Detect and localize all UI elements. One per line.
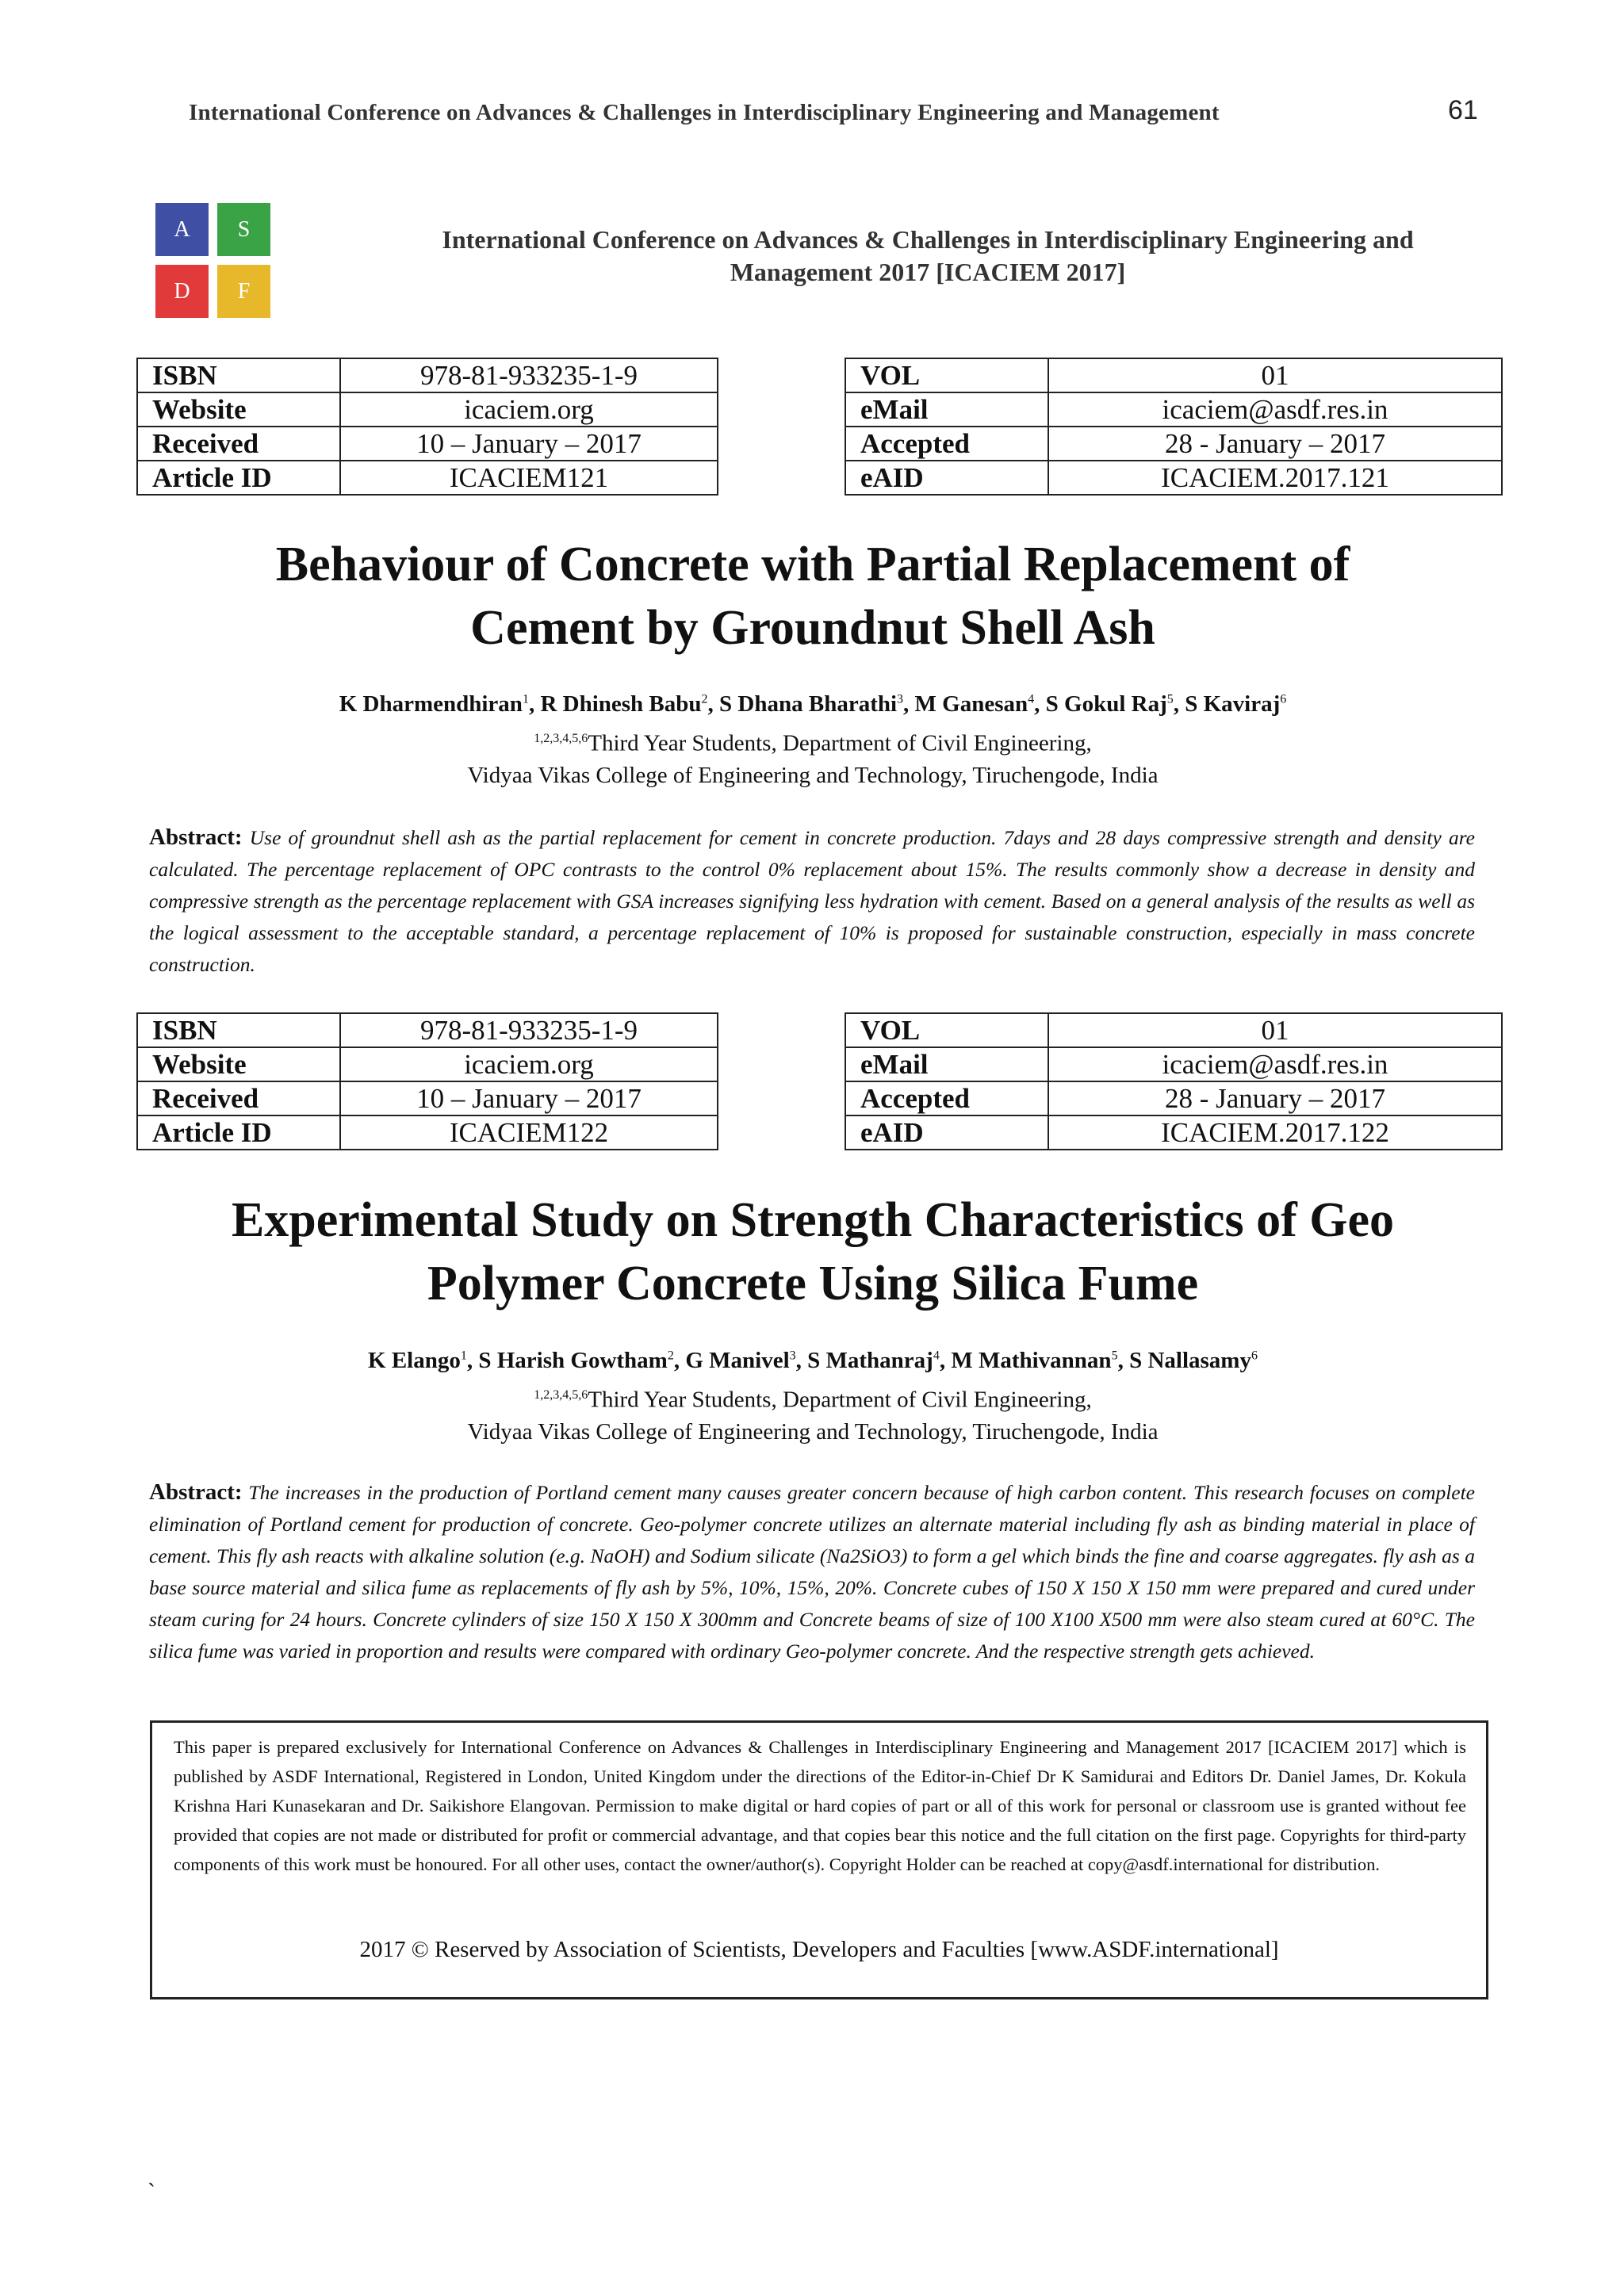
author-name: R Dhinesh Babu (540, 691, 702, 717)
asdf-logo (155, 203, 273, 320)
author-sep: , (1117, 1348, 1130, 1373)
author-sup: 6 (1251, 1349, 1258, 1363)
meta-value: ICACIEM121 (340, 461, 718, 495)
meta-label: ISBN (137, 358, 340, 392)
abstract-text: The increases in the production of Portland cement many causes greater concern because of high carbon content. This research focuses on complete elimination of Portland cement for production of concrete. Geo-polymer concrete utilizes an alternate material including fly ash as binding material in place of cement. This fly ash reacts with alkaline solution (e.g. NaOH) and Sodium silicate (Na2SiO3) to form a gel which binds the fine and coarse aggregates. fly ash as a base source material and silica fume as replacements of fly ash by 5%, 10%, 15%, 20%. Concrete cubes of 150 X 150 X 150 mm were prepared and cured under steam curing for 24 hours. Concrete cylinders of size 150 X 150 X 300mm and Concrete beams of size of 100 X100 X500 mm were also steam cured at 60°C. The silica fume was varied in proportion and results were compared with ordinary Geo-polymer concrete. And the respective strength gets achieved. (149, 1481, 1475, 1663)
author-sup: 3 (897, 692, 904, 706)
meta-label: Received (137, 427, 340, 461)
meta-value: icaciem@asdf.res.in (1048, 392, 1502, 427)
author-sup: 5 (1166, 692, 1174, 706)
copyright-line: 2017 © Reserved by Association of Scientists, Developers and Faculties [www.ASDF.international] (359, 1937, 1279, 1962)
meta-value: 10 – January – 2017 (340, 427, 718, 461)
author-sup: 3 (789, 1349, 796, 1363)
meta-label: eMail (845, 392, 1048, 427)
author-name: G Manivel (685, 1348, 790, 1373)
author-name: K Dharmendhiran (339, 691, 523, 717)
author-sep: , (707, 691, 720, 717)
meta-value: icaciem@asdf.res.in (1048, 1047, 1502, 1081)
author-sep: , (673, 1348, 686, 1373)
logo-tile-a: A (155, 203, 209, 256)
meta-label: Website (137, 392, 340, 427)
author-sep: , (528, 691, 541, 717)
author-sup: 6 (1280, 692, 1287, 706)
paper2-title-line-2: Polymer Concrete Using Silica Fume (427, 1257, 1199, 1311)
author-name: S Mathanraj (807, 1348, 933, 1373)
paper1-title-line-2: Cement by Groundnut Shell Ash (470, 601, 1155, 655)
affil-line-2: Vidyaa Vikas College of Engineering and Technology, Tiruchengode, India (467, 1418, 1159, 1445)
meta-label: Received (137, 1081, 340, 1115)
author-sup: 4 (1028, 692, 1035, 706)
author-sep: , (939, 1348, 952, 1373)
author-sup: 1 (522, 692, 529, 706)
author-name: S Harish Gowtham (478, 1348, 668, 1373)
meta-label: ISBN (137, 1013, 340, 1047)
affil-sup: 1,2,3,4,5,6 (534, 732, 588, 745)
author-name: S Gokul Raj (1045, 691, 1167, 717)
affil-line-2: Vidyaa Vikas College of Engineering and Technology, Tiruchengode, India (467, 762, 1159, 788)
author-name: M Ganesan (914, 691, 1028, 717)
meta-label: Article ID (137, 461, 340, 495)
meta-value: icaciem.org (340, 1047, 718, 1081)
abstract-text: Use of groundnut shell ash as the partial replacement for cement in concrete production. 7days and 28 days compressive strength and density are calculated. The percentage replacement of OPC contrasts to the control 0% replacement about 15%. The results commonly show a decrease in density and compressive strength as the percentage replacement with GSA increases signifying less hydration with cement. Based on a general analysis of the results as well as the logical assessment to the acceptable standard, a percentage replacement of 10% is proposed for sustainable construction, especially in mass concrete construction. (149, 826, 1475, 976)
meta-value: 978-81-933235-1-9 (340, 358, 718, 392)
meta-label: eAID (845, 1115, 1048, 1150)
affil-line-1: Third Year Students, Department of Civil Engineering, (588, 1387, 1092, 1413)
author-name: K Elango (368, 1348, 461, 1373)
author-sep: , (903, 691, 915, 717)
author-name: S Kaviraj (1185, 691, 1281, 717)
meta-value: 01 (1048, 358, 1502, 392)
meta-value: ICACIEM.2017.122 (1048, 1115, 1502, 1150)
paper2-meta-left (136, 1012, 718, 1150)
author-sup: 4 (933, 1349, 940, 1363)
meta-label: Website (137, 1047, 340, 1081)
page-number: 61 (1448, 95, 1478, 125)
author-sep: , (1034, 691, 1046, 717)
author-name: S Dhana Bharathi (719, 691, 898, 717)
meta-label: Accepted (845, 1081, 1048, 1115)
meta-value: 28 - January – 2017 (1048, 1081, 1502, 1115)
paper1-authors (119, 691, 1507, 718)
meta-label: VOL (845, 358, 1048, 392)
paper2-authors (119, 1348, 1507, 1374)
conference-header (381, 224, 1475, 289)
meta-value: 28 - January – 2017 (1048, 427, 1502, 461)
author-sup: 5 (1111, 1349, 1118, 1363)
paper1-title-line-1: Behaviour of Concrete with Partial Replacement of (275, 538, 1350, 591)
meta-label: eMail (845, 1047, 1048, 1081)
notice-text: This paper is prepared exclusively for International Conference on Advances & Challenges in Interdisciplinary Engineering and Management 2017 [ICACIEM 2017] which is published by ASDF International, Registered in London, United Kingdom under the directions of the Editor-in-Chief Dr K Samidurai and Editors Dr. Daniel James, Dr. Kokula Krishna Hari Kunasekaran and Dr. Saikishore Elangovan. Permission to make digital or hard copies of part or all of this work for personal or classroom use is granted without fee provided that copies are not made or distributed for profit or commercial advantage, and that copies bear this notice and the full citation on the first page. Copyrights for third-party components of this work must be honoured. For all other uses, contact the owner/author(s). Copyright Holder can be reached at copy@asdf.international for distribution. (174, 1737, 1466, 1874)
author-sup: 2 (701, 692, 708, 706)
author-sep: , (1173, 691, 1185, 717)
abstract-label: Abstract: (149, 1479, 243, 1505)
author-sup: 1 (460, 1349, 467, 1363)
paper1-abstract (149, 821, 1475, 981)
meta-value: 01 (1048, 1013, 1502, 1047)
paper2-meta-right (845, 1012, 1503, 1150)
author-name: S Nallasamy (1129, 1348, 1251, 1373)
paper2-title-line-1: Experimental Study on Strength Characteristics of Geo (231, 1193, 1395, 1247)
meta-value: ICACIEM122 (340, 1115, 718, 1150)
paper2-abstract (149, 1476, 1475, 1667)
conference-line-2: Management 2017 [ICACIEM 2017] (730, 258, 1126, 286)
meta-label: Article ID (137, 1115, 340, 1150)
author-sep: , (466, 1348, 479, 1373)
conference-line-1: International Conference on Advances & Challenges in Interdisciplinary Engineering and (442, 225, 1414, 254)
author-sup: 2 (667, 1349, 674, 1363)
meta-label: eAID (845, 461, 1048, 495)
paper1-meta-left (136, 358, 718, 496)
paper2-title (119, 1188, 1507, 1315)
author-sep: , (795, 1348, 808, 1373)
copyright-notice-box (150, 1720, 1488, 1999)
author-name: M Mathivannan (951, 1348, 1112, 1373)
logo-tile-f: F (217, 265, 270, 318)
logo-tile-d: D (155, 265, 209, 318)
paper1-meta-right (845, 358, 1503, 496)
logo-tile-s: S (217, 203, 270, 256)
paper2-affiliation (119, 1380, 1507, 1448)
meta-value: icaciem.org (340, 392, 718, 427)
paper1-title (119, 533, 1507, 660)
abstract-label: Abstract: (149, 825, 243, 850)
running-header: International Conference on Advances & Challenges in Interdisciplinary Engineering and Management (189, 100, 1220, 125)
meta-value: 978-81-933235-1-9 (340, 1013, 718, 1047)
meta-label: Accepted (845, 427, 1048, 461)
meta-label: VOL (845, 1013, 1048, 1047)
paper1-affiliation (119, 723, 1507, 791)
affil-line-1: Third Year Students, Department of Civil Engineering, (588, 730, 1092, 756)
meta-value: ICACIEM.2017.121 (1048, 461, 1502, 495)
footer-mark: ` (147, 2179, 155, 2205)
affil-sup: 1,2,3,4,5,6 (534, 1388, 588, 1402)
meta-value: 10 – January – 2017 (340, 1081, 718, 1115)
